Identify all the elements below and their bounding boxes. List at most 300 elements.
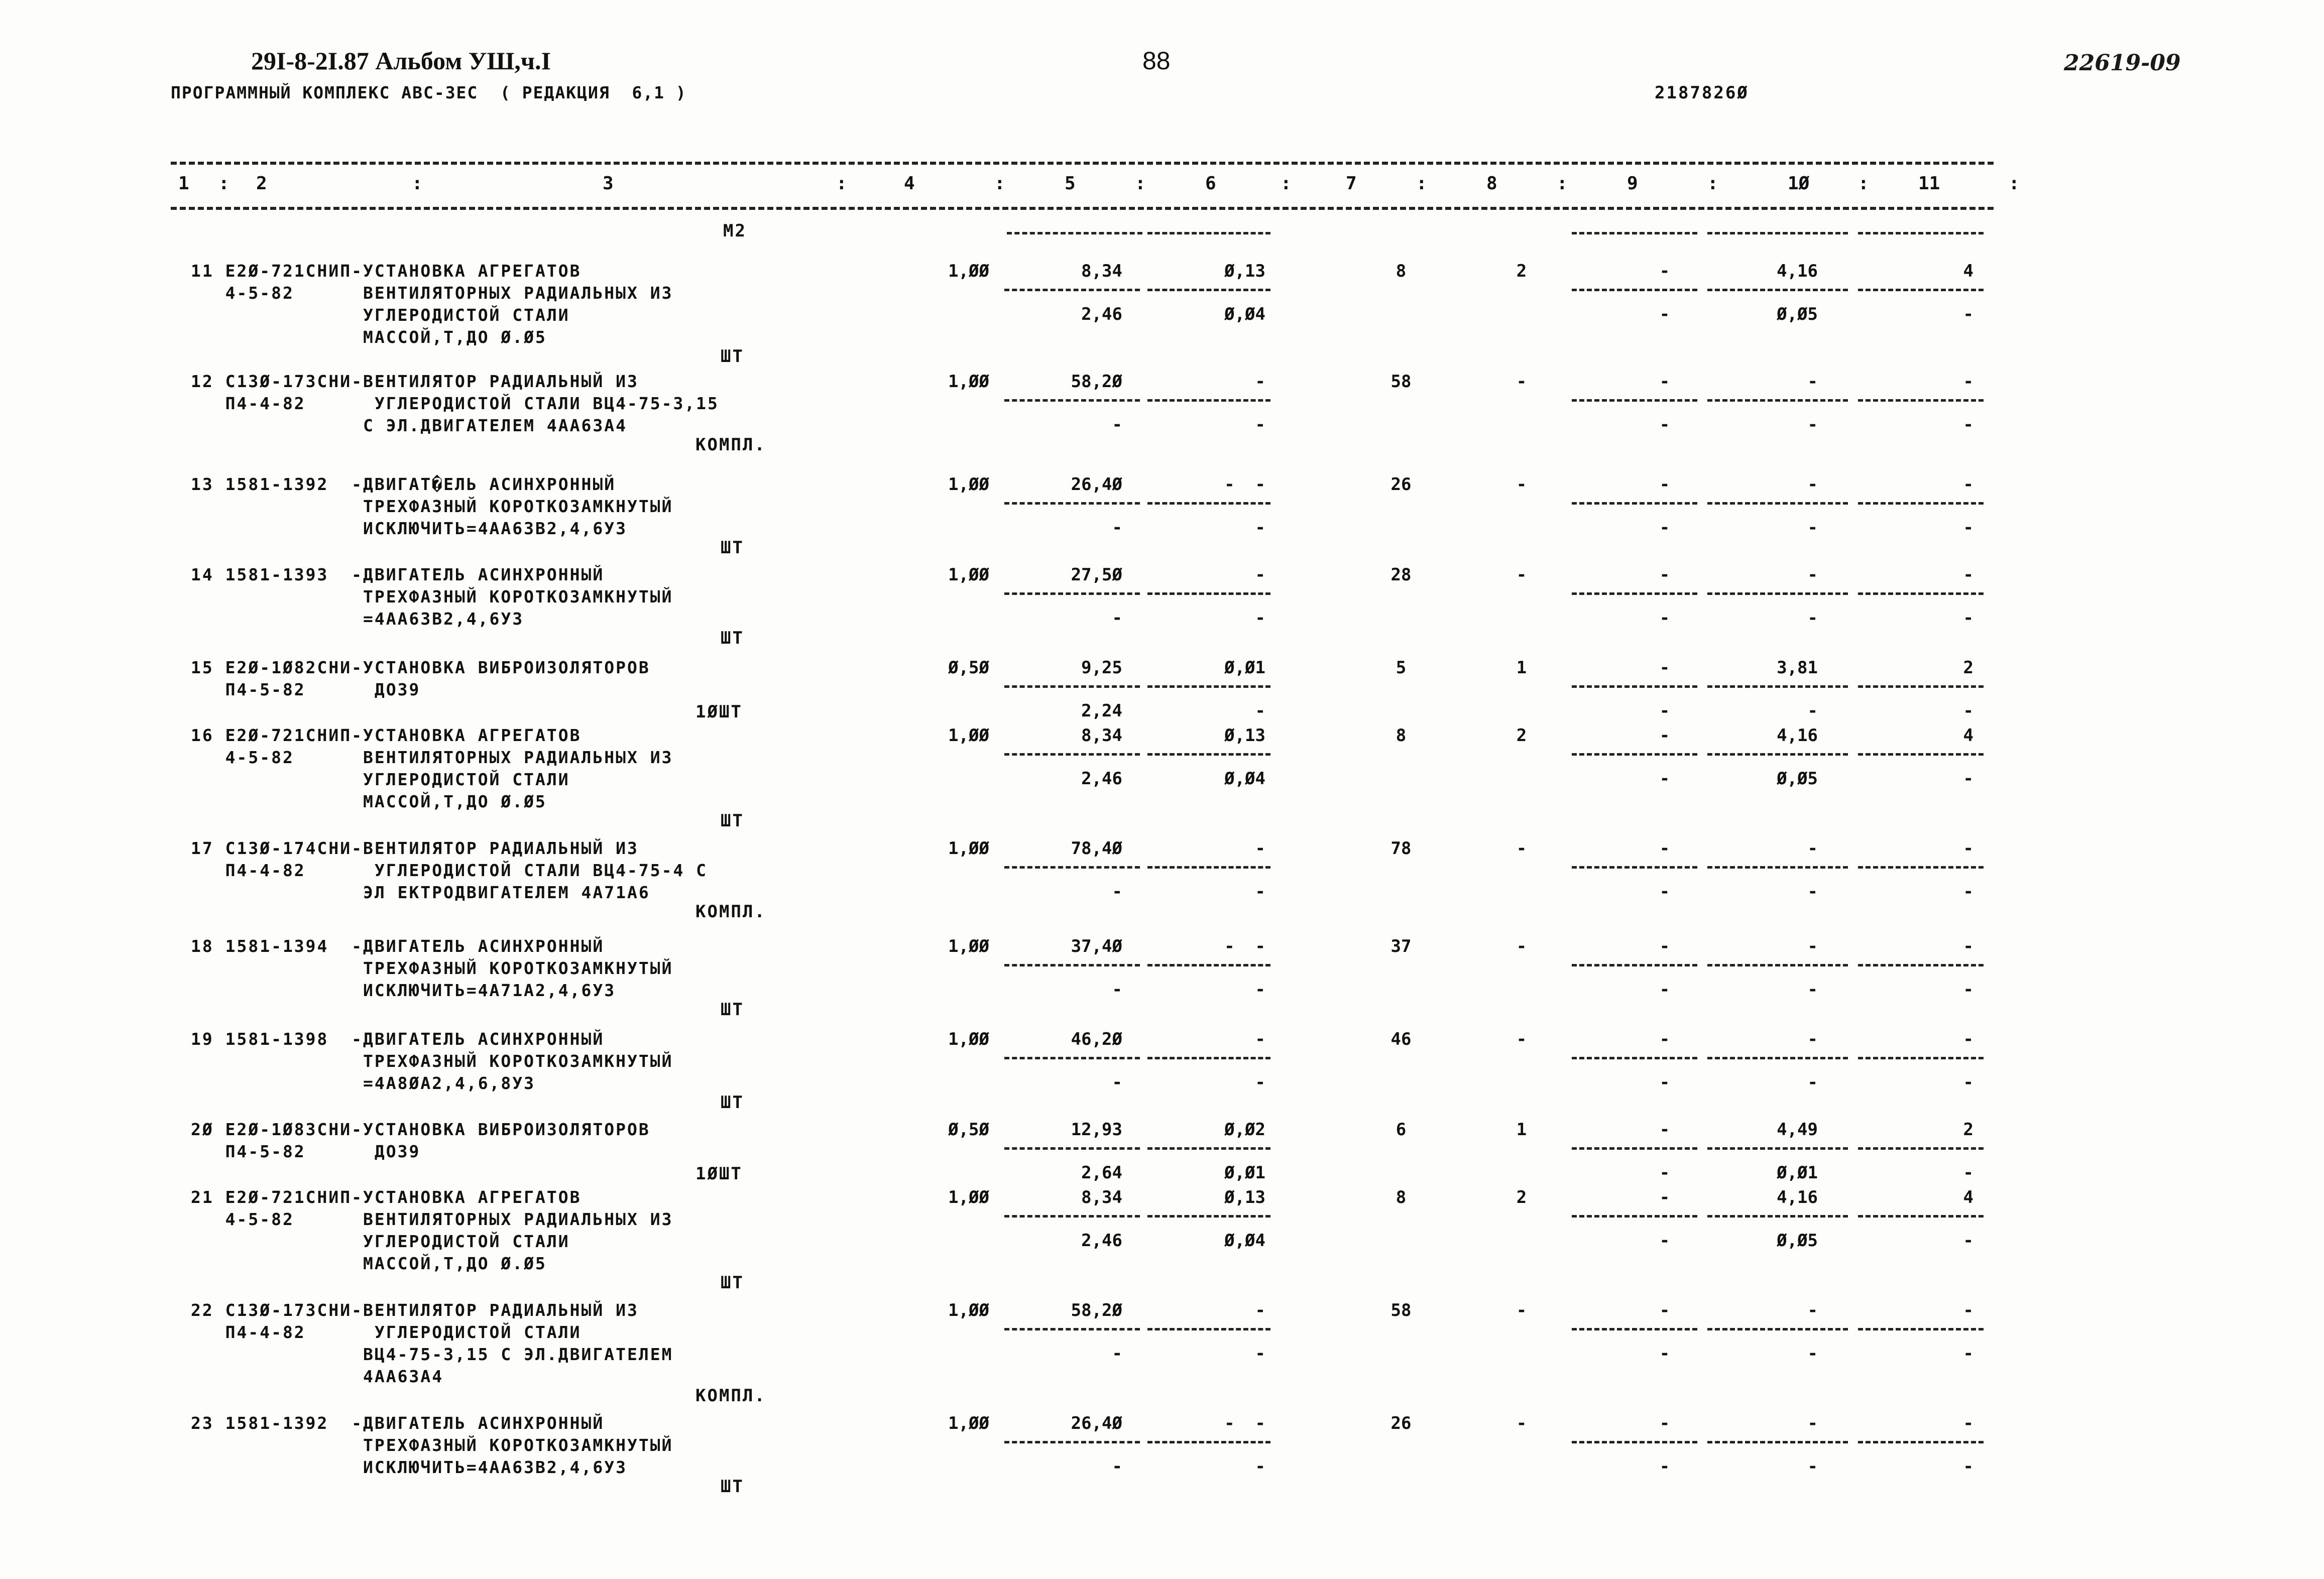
col6-top-value: Ø,13 — [1224, 261, 1265, 281]
row-unit: ШТ — [721, 538, 744, 558]
row-description-line: 13 1581-1392 -ДВИГАТ�ЕЛЬ АСИНХРОННЫЙ — [191, 474, 616, 494]
col10-top-value: 4,16 — [1777, 725, 1818, 746]
row-description-line: 22 С13Ø-173СНИ-ВЕНТИЛЯТОР РАДИАЛЬНЫЙ ИЗ — [191, 1300, 639, 1320]
row-description-line: ТРЕХФАЗНЫЙ КОРОТКОЗАМКНУТЫЙ — [191, 497, 673, 516]
column-header-1: 1 — [178, 173, 189, 194]
col9-top-value: - — [1659, 1187, 1670, 1207]
value-separator — [1004, 592, 1140, 595]
col6-bottom-value: - — [1255, 882, 1265, 902]
value-separator — [1004, 1057, 1140, 1059]
row-description-line: ТРЕХФАЗНЫЙ КОРОТКОЗАМКНУТЫЙ — [191, 958, 673, 978]
col9-bottom-value: - — [1659, 980, 1670, 1000]
row-description-line: 21 Е2Ø-721СНИП-УСТАНОВКА АГРЕГАТОВ — [191, 1187, 582, 1207]
col5-bottom-value: - — [1112, 1072, 1122, 1092]
col5-top-value: 8,34 — [1081, 261, 1122, 281]
row-unit: ШТ — [721, 1092, 744, 1113]
value-separator — [1858, 753, 1984, 756]
col11-top-value: 4 — [1963, 725, 1973, 746]
col11-top-value: 2 — [1963, 1120, 1973, 1140]
value-separator — [1147, 592, 1270, 595]
row-description-line: 4-5-82 ВЕНТИЛЯТОРНЫХ РАДИАЛЬНЫХ ИЗ — [191, 1209, 673, 1229]
value-separator — [1004, 866, 1140, 869]
page-number: 88 — [1142, 47, 1171, 75]
col9-bottom-value: - — [1659, 882, 1670, 902]
col4-value: 1,ØØ — [948, 1029, 989, 1049]
col5-top-value: 46,2Ø — [1071, 1029, 1122, 1049]
col10-top-value: 4,49 — [1777, 1120, 1818, 1140]
col11-top-value: - — [1963, 936, 1973, 956]
col8-value: - — [1516, 936, 1527, 956]
col10-bottom-value: Ø,Ø5 — [1777, 304, 1818, 324]
col11-bottom-value: - — [1963, 1163, 1973, 1183]
col11-top-value: - — [1963, 565, 1973, 585]
column-header-7: 7 — [1346, 173, 1357, 194]
col9-bottom-value: - — [1659, 1072, 1670, 1092]
value-separator — [1147, 1441, 1270, 1443]
row-description-line: 18 1581-1394 -ДВИГАТЕЛЬ АСИНХРОННЫЙ — [191, 936, 605, 956]
col5-top-value: 12,93 — [1071, 1120, 1122, 1140]
value-separator — [1572, 502, 1697, 505]
col11-bottom-value: - — [1963, 415, 1973, 435]
col11-top-value: - — [1963, 1300, 1973, 1320]
value-separator — [1004, 1215, 1140, 1218]
col4-value: 1,ØØ — [948, 474, 989, 495]
value-separator — [1707, 592, 1848, 595]
col7-value: 37 — [1390, 936, 1412, 956]
col11-bottom-value: - — [1963, 304, 1973, 324]
value-separator — [1572, 964, 1697, 966]
row-description-line: 15 Е2Ø-1Ø82СНИ-УСТАНОВКА ВИБРОИЗОЛЯТОРОВ — [191, 658, 650, 677]
col11-top-value: - — [1963, 474, 1973, 495]
column-separator: : — [218, 173, 229, 194]
value-separator — [1858, 685, 1984, 688]
value-separator — [1707, 753, 1848, 756]
value-separator — [1858, 1147, 1984, 1150]
col9-top-value: - — [1659, 565, 1670, 585]
col10-top-value: - — [1807, 372, 1818, 392]
col5-bottom-value: 2,24 — [1081, 701, 1122, 721]
table-header-rule — [171, 207, 1994, 210]
value-separator — [1004, 399, 1140, 402]
col6-bottom-value: Ø,Ø4 — [1224, 1231, 1265, 1251]
row-unit: ШТ — [721, 1273, 744, 1293]
document-code: 2187826Ø — [1655, 83, 1749, 103]
col9-bottom-value: - — [1659, 1344, 1670, 1364]
col6-top-value: - - — [1224, 1413, 1265, 1433]
value-separator — [1858, 1215, 1984, 1218]
col10-bottom-value: - — [1807, 518, 1818, 538]
row-description-line: МАССОЙ,Т,ДО Ø.Ø5 — [191, 792, 547, 811]
col5-top-value: 58,2Ø — [1071, 372, 1122, 392]
col5-bottom-value: 2,64 — [1081, 1163, 1122, 1183]
col6-bottom-value: - — [1255, 1456, 1265, 1477]
value-separator — [1707, 1147, 1848, 1150]
value-separator — [1858, 502, 1984, 505]
col6-bottom-value: - — [1255, 1344, 1265, 1364]
col11-bottom-value: - — [1963, 1344, 1973, 1364]
col5-top-value: 8,34 — [1081, 1187, 1122, 1207]
value-separator — [1572, 1441, 1697, 1443]
row-description-line: ТРЕХФАЗНЫЙ КОРОТКОЗАМКНУТЫЙ — [191, 1435, 673, 1455]
col6-top-value: - — [1255, 372, 1265, 392]
row-unit: ШТ — [721, 1477, 744, 1497]
top-unit: М2 — [723, 221, 747, 241]
column-separator: : — [1135, 173, 1146, 194]
row-description-line: ЭЛ ЕКТРОДВИГАТЕЛЕМ 4А71А6 — [191, 883, 650, 902]
value-separator — [1707, 685, 1848, 688]
program-title: ПРОГРАММНЫЙ КОМПЛЕКС АВС-3ЕС ( РЕДАКЦИЯ 6,1 ) — [171, 83, 687, 102]
col10-bottom-value: - — [1807, 701, 1818, 721]
col9-top-value: - — [1659, 1029, 1670, 1049]
value-separator — [1147, 1057, 1270, 1059]
col5-top-value: 26,4Ø — [1071, 474, 1122, 495]
col10-top-value: - — [1807, 1300, 1818, 1320]
row-description-line: 17 С13Ø-174СНИ-ВЕНТИЛЯТОР РАДИАЛЬНЫЙ ИЗ — [191, 838, 639, 858]
value-separator — [1707, 502, 1848, 505]
col10-bottom-value: - — [1807, 608, 1818, 628]
value-separator — [1147, 753, 1270, 756]
col8-value: 1 — [1516, 658, 1527, 678]
col7-value: 58 — [1390, 372, 1412, 392]
col6-top-value: - — [1255, 1029, 1265, 1049]
col11-bottom-value: - — [1963, 1231, 1973, 1251]
value-separator — [1572, 866, 1697, 869]
value-separator — [1004, 964, 1140, 966]
col6-top-value: - — [1255, 838, 1265, 859]
col4-value: 1,ØØ — [948, 372, 989, 392]
value-separator — [1572, 1215, 1697, 1218]
col4-value: 1,ØØ — [948, 1300, 989, 1320]
col5-bottom-value: 2,46 — [1081, 304, 1122, 324]
col10-bottom-value: - — [1807, 882, 1818, 902]
value-separator — [1858, 1441, 1984, 1443]
col4-value: 1,ØØ — [948, 261, 989, 281]
value-separator — [1004, 289, 1140, 291]
row-description-line: 4-5-82 ВЕНТИЛЯТОРНЫХ РАДИАЛЬНЫХ ИЗ — [191, 748, 673, 767]
top-sep — [1147, 232, 1270, 234]
col10-top-value: - — [1807, 1413, 1818, 1433]
row-unit: ШТ — [721, 346, 744, 367]
col4-value: 1,ØØ — [948, 565, 989, 585]
col8-value: - — [1516, 1300, 1527, 1320]
row-description-line: МАССОЙ,Т,ДО Ø.Ø5 — [191, 327, 547, 347]
column-separator: : — [412, 173, 423, 194]
column-header-4: 4 — [904, 173, 915, 194]
col7-value: 6 — [1396, 1120, 1407, 1140]
value-separator — [1004, 1441, 1140, 1443]
col6-top-value: Ø,13 — [1224, 725, 1265, 746]
col9-bottom-value: - — [1659, 769, 1670, 789]
col9-bottom-value: - — [1659, 1456, 1670, 1477]
value-separator — [1572, 289, 1697, 291]
col11-bottom-value: - — [1963, 882, 1973, 902]
col10-top-value: 3,81 — [1777, 658, 1818, 678]
value-separator — [1858, 1328, 1984, 1330]
col7-value: 78 — [1390, 838, 1412, 859]
value-separator — [1707, 289, 1848, 291]
row-unit: ШТ — [721, 1000, 744, 1020]
row-description-line: 23 1581-1392 -ДВИГАТЕЛЬ АСИНХРОННЫЙ — [191, 1413, 605, 1433]
col4-value: 1,ØØ — [948, 1413, 989, 1433]
value-separator — [1572, 1328, 1697, 1330]
col5-bottom-value: 2,46 — [1081, 1231, 1122, 1251]
value-separator — [1707, 964, 1848, 966]
value-separator — [1147, 1147, 1270, 1150]
column-separator: : — [836, 173, 847, 194]
col11-bottom-value: - — [1963, 980, 1973, 1000]
row-description-line: 2Ø Е2Ø-1Ø83СНИ-УСТАНОВКА ВИБРОИЗОЛЯТОРОВ — [191, 1120, 650, 1139]
col10-top-value: - — [1807, 936, 1818, 956]
col5-top-value: 78,4Ø — [1071, 838, 1122, 859]
value-separator — [1858, 1057, 1984, 1059]
value-separator — [1572, 685, 1697, 688]
row-description-line: П4-5-82 ДО39 — [191, 1142, 421, 1161]
col8-value: 2 — [1516, 725, 1527, 746]
column-header-6: 6 — [1205, 173, 1216, 194]
col11-bottom-value: - — [1963, 1072, 1973, 1092]
col6-top-value: - - — [1224, 474, 1265, 495]
col6-bottom-value: - — [1255, 701, 1265, 721]
row-description-line: 11 Е2Ø-721СНИП-УСТАНОВКА АГРЕГАТОВ — [191, 261, 582, 281]
column-header-5: 5 — [1065, 173, 1076, 194]
col9-top-value: - — [1659, 936, 1670, 956]
value-separator — [1147, 1328, 1270, 1330]
value-separator — [1707, 1057, 1848, 1059]
value-separator — [1004, 1328, 1140, 1330]
col6-top-value: - — [1255, 565, 1265, 585]
col11-bottom-value: - — [1963, 701, 1973, 721]
value-separator — [1147, 399, 1270, 402]
col9-top-value: - — [1659, 474, 1670, 495]
column-header-9: 9 — [1627, 173, 1638, 194]
column-separator: : — [1281, 173, 1292, 194]
value-separator — [1858, 399, 1984, 402]
col6-top-value: - — [1255, 1300, 1265, 1320]
value-separator — [1707, 866, 1848, 869]
col4-value: 1,ØØ — [948, 725, 989, 746]
row-description-line: ТРЕХФАЗНЫЙ КОРОТКОЗАМКНУТЫЙ — [191, 1051, 673, 1071]
col4-value: 1,ØØ — [948, 936, 989, 956]
col6-top-value: Ø,Ø2 — [1224, 1120, 1265, 1140]
col7-value: 8 — [1396, 725, 1407, 746]
col8-value: - — [1516, 474, 1527, 495]
col5-top-value: 8,34 — [1081, 725, 1122, 746]
value-separator — [1707, 1215, 1848, 1218]
col9-top-value: - — [1659, 261, 1670, 281]
col11-top-value: - — [1963, 1029, 1973, 1049]
col8-value: 1 — [1516, 1120, 1527, 1140]
top-sep — [1572, 232, 1697, 234]
col6-bottom-value: - — [1255, 1072, 1265, 1092]
row-description-line: П4-4-82 УГЛЕРОДИСТОЙ СТАЛИ ВЦ4-75-3,15 — [191, 394, 719, 413]
col7-value: 8 — [1396, 1187, 1407, 1207]
col7-value: 26 — [1390, 1413, 1412, 1433]
col11-bottom-value: - — [1963, 608, 1973, 628]
col11-bottom-value: - — [1963, 518, 1973, 538]
row-unit: КОМПЛ. — [695, 1386, 766, 1406]
col10-bottom-value: - — [1807, 1344, 1818, 1364]
col5-top-value: 26,4Ø — [1071, 1413, 1122, 1433]
col4-value: 1,ØØ — [948, 838, 989, 859]
col8-value: - — [1516, 565, 1527, 585]
col6-top-value: - - — [1224, 936, 1265, 956]
value-separator — [1004, 502, 1140, 505]
col10-bottom-value: Ø,Ø5 — [1777, 1231, 1818, 1251]
top-sep — [1707, 232, 1848, 234]
col7-value: 26 — [1390, 474, 1412, 495]
col6-bottom-value: - — [1255, 518, 1265, 538]
value-separator — [1004, 1147, 1140, 1150]
col9-bottom-value: - — [1659, 701, 1670, 721]
row-description-line: П4-4-82 УГЛЕРОДИСТОЙ СТАЛИ ВЦ4-75-4 С — [191, 861, 708, 880]
col4-value: Ø,5Ø — [948, 1120, 989, 1140]
column-separator: : — [2009, 173, 2020, 194]
column-header-8: 8 — [1486, 173, 1497, 194]
col6-bottom-value: - — [1255, 415, 1265, 435]
value-separator — [1147, 866, 1270, 869]
col5-bottom-value: - — [1112, 1456, 1122, 1477]
col9-bottom-value: - — [1659, 415, 1670, 435]
value-separator — [1858, 866, 1984, 869]
row-description-line: С ЭЛ.ДВИГАТЕЛЕМ 4АА63А4 — [191, 416, 627, 435]
column-header-3: 3 — [603, 173, 614, 194]
col9-top-value: - — [1659, 838, 1670, 859]
row-description-line: УГЛЕРОДИСТОЙ СТАЛИ — [191, 1232, 570, 1251]
col6-bottom-value: Ø,Ø4 — [1224, 769, 1265, 789]
row-description-line: 4-5-82 ВЕНТИЛЯТОРНЫХ РАДИАЛЬНЫХ ИЗ — [191, 283, 673, 303]
row-description-line: 14 1581-1393 -ДВИГАТЕЛЬ АСИНХРОННЫЙ — [191, 565, 605, 584]
row-description-line: 4АА63А4 — [191, 1367, 444, 1386]
value-separator — [1707, 1441, 1848, 1443]
col11-bottom-value: - — [1963, 769, 1973, 789]
col10-top-value: 4,16 — [1777, 1187, 1818, 1207]
col5-bottom-value: - — [1112, 608, 1122, 628]
col5-top-value: 9,25 — [1081, 658, 1122, 678]
col5-bottom-value: - — [1112, 415, 1122, 435]
table-top-rule — [171, 162, 1994, 165]
col8-value: - — [1516, 1029, 1527, 1049]
col10-bottom-value: - — [1807, 980, 1818, 1000]
col6-bottom-value: - — [1255, 608, 1265, 628]
row-description-line: П4-4-82 УГЛЕРОДИСТОЙ СТАЛИ — [191, 1322, 582, 1342]
row-unit: КОМПЛ. — [695, 902, 766, 922]
col9-top-value: - — [1659, 725, 1670, 746]
value-separator — [1147, 964, 1270, 966]
col11-top-value: 4 — [1963, 261, 1973, 281]
col5-bottom-value: - — [1112, 1344, 1122, 1364]
column-header-row — [171, 173, 2020, 198]
col6-bottom-value: Ø,Ø4 — [1224, 304, 1265, 324]
col10-top-value: - — [1807, 474, 1818, 495]
row-unit: ШТ — [721, 628, 744, 648]
column-separator: : — [1416, 173, 1427, 194]
col9-bottom-value: - — [1659, 608, 1670, 628]
col4-value: Ø,5Ø — [948, 658, 989, 678]
col11-top-value: 4 — [1963, 1187, 1973, 1207]
col5-bottom-value: - — [1112, 518, 1122, 538]
col5-top-value: 58,2Ø — [1071, 1300, 1122, 1320]
column-separator: : — [1557, 173, 1568, 194]
row-description-line: =4АА63В2,4,6УЗ — [191, 609, 524, 629]
col9-bottom-value: - — [1659, 1231, 1670, 1251]
col7-value: 5 — [1396, 658, 1407, 678]
row-unit: 1ØШТ — [695, 702, 743, 722]
value-separator — [1147, 502, 1270, 505]
value-separator — [1147, 1215, 1270, 1218]
col5-top-value: 37,4Ø — [1071, 936, 1122, 956]
column-header-10: 1Ø — [1788, 173, 1810, 194]
col11-bottom-value: - — [1963, 1456, 1973, 1477]
col8-value: 2 — [1516, 1187, 1527, 1207]
col10-top-value: - — [1807, 838, 1818, 859]
value-separator — [1572, 1057, 1697, 1059]
col7-value: 46 — [1390, 1029, 1412, 1049]
col10-bottom-value: Ø,Ø1 — [1777, 1163, 1818, 1183]
value-separator — [1147, 289, 1270, 291]
col10-bottom-value: Ø,Ø5 — [1777, 769, 1818, 789]
col10-top-value: 4,16 — [1777, 261, 1818, 281]
col6-top-value: Ø,13 — [1224, 1187, 1265, 1207]
col9-top-value: - — [1659, 658, 1670, 678]
value-separator — [1004, 753, 1140, 756]
row-unit: 1ØШТ — [695, 1164, 743, 1184]
col7-value: 58 — [1390, 1300, 1412, 1320]
row-description-line: ИСКЛЮЧИТЬ=4АА63В2,4,6УЗ — [191, 1457, 627, 1477]
col8-value: - — [1516, 372, 1527, 392]
row-unit: КОМПЛ. — [695, 435, 766, 455]
col8-value: - — [1516, 1413, 1527, 1433]
col11-top-value: 2 — [1963, 658, 1973, 678]
value-separator — [1572, 399, 1697, 402]
col9-top-value: - — [1659, 1120, 1670, 1140]
column-header-11: 11 — [1918, 173, 1940, 194]
row-description-line: 12 С13Ø-173СНИ-ВЕНТИЛЯТОР РАДИАЛЬНЫЙ ИЗ — [191, 372, 639, 391]
col11-top-value: - — [1963, 838, 1973, 859]
value-separator — [1858, 964, 1984, 966]
column-separator: : — [1707, 173, 1718, 194]
value-separator — [1572, 592, 1697, 595]
col5-bottom-value: - — [1112, 980, 1122, 1000]
col5-bottom-value: - — [1112, 882, 1122, 902]
row-description-line: УГЛЕРОДИСТОЙ СТАЛИ — [191, 770, 570, 789]
col8-value: - — [1516, 838, 1527, 859]
value-separator — [1707, 399, 1848, 402]
col9-bottom-value: - — [1659, 1163, 1670, 1183]
column-separator: : — [994, 173, 1005, 194]
column-header-2: 2 — [256, 173, 267, 194]
row-description-line: ИСКЛЮЧИТЬ=4АА63В2,4,6УЗ — [191, 519, 627, 538]
column-separator: : — [1858, 173, 1869, 194]
top-sep — [1858, 232, 1984, 234]
col10-bottom-value: - — [1807, 415, 1818, 435]
col10-top-value: - — [1807, 1029, 1818, 1049]
col9-top-value: - — [1659, 372, 1670, 392]
col11-top-value: - — [1963, 372, 1973, 392]
col6-bottom-value: Ø,Ø1 — [1224, 1163, 1265, 1183]
col9-bottom-value: - — [1659, 518, 1670, 538]
value-separator — [1004, 685, 1140, 688]
col6-top-value: Ø,Ø1 — [1224, 658, 1265, 678]
col7-value: 8 — [1396, 261, 1407, 281]
col6-bottom-value: - — [1255, 980, 1265, 1000]
value-separator — [1572, 1147, 1697, 1150]
col10-bottom-value: - — [1807, 1456, 1818, 1477]
col9-top-value: - — [1659, 1413, 1670, 1433]
top-sep — [1007, 232, 1142, 234]
row-description-line: 19 1581-1398 -ДВИГАТЕЛЬ АСИНХРОННЫЙ — [191, 1029, 605, 1049]
row-unit: ШТ — [721, 811, 744, 831]
handwritten-code: 22619-09 — [2064, 50, 2181, 76]
